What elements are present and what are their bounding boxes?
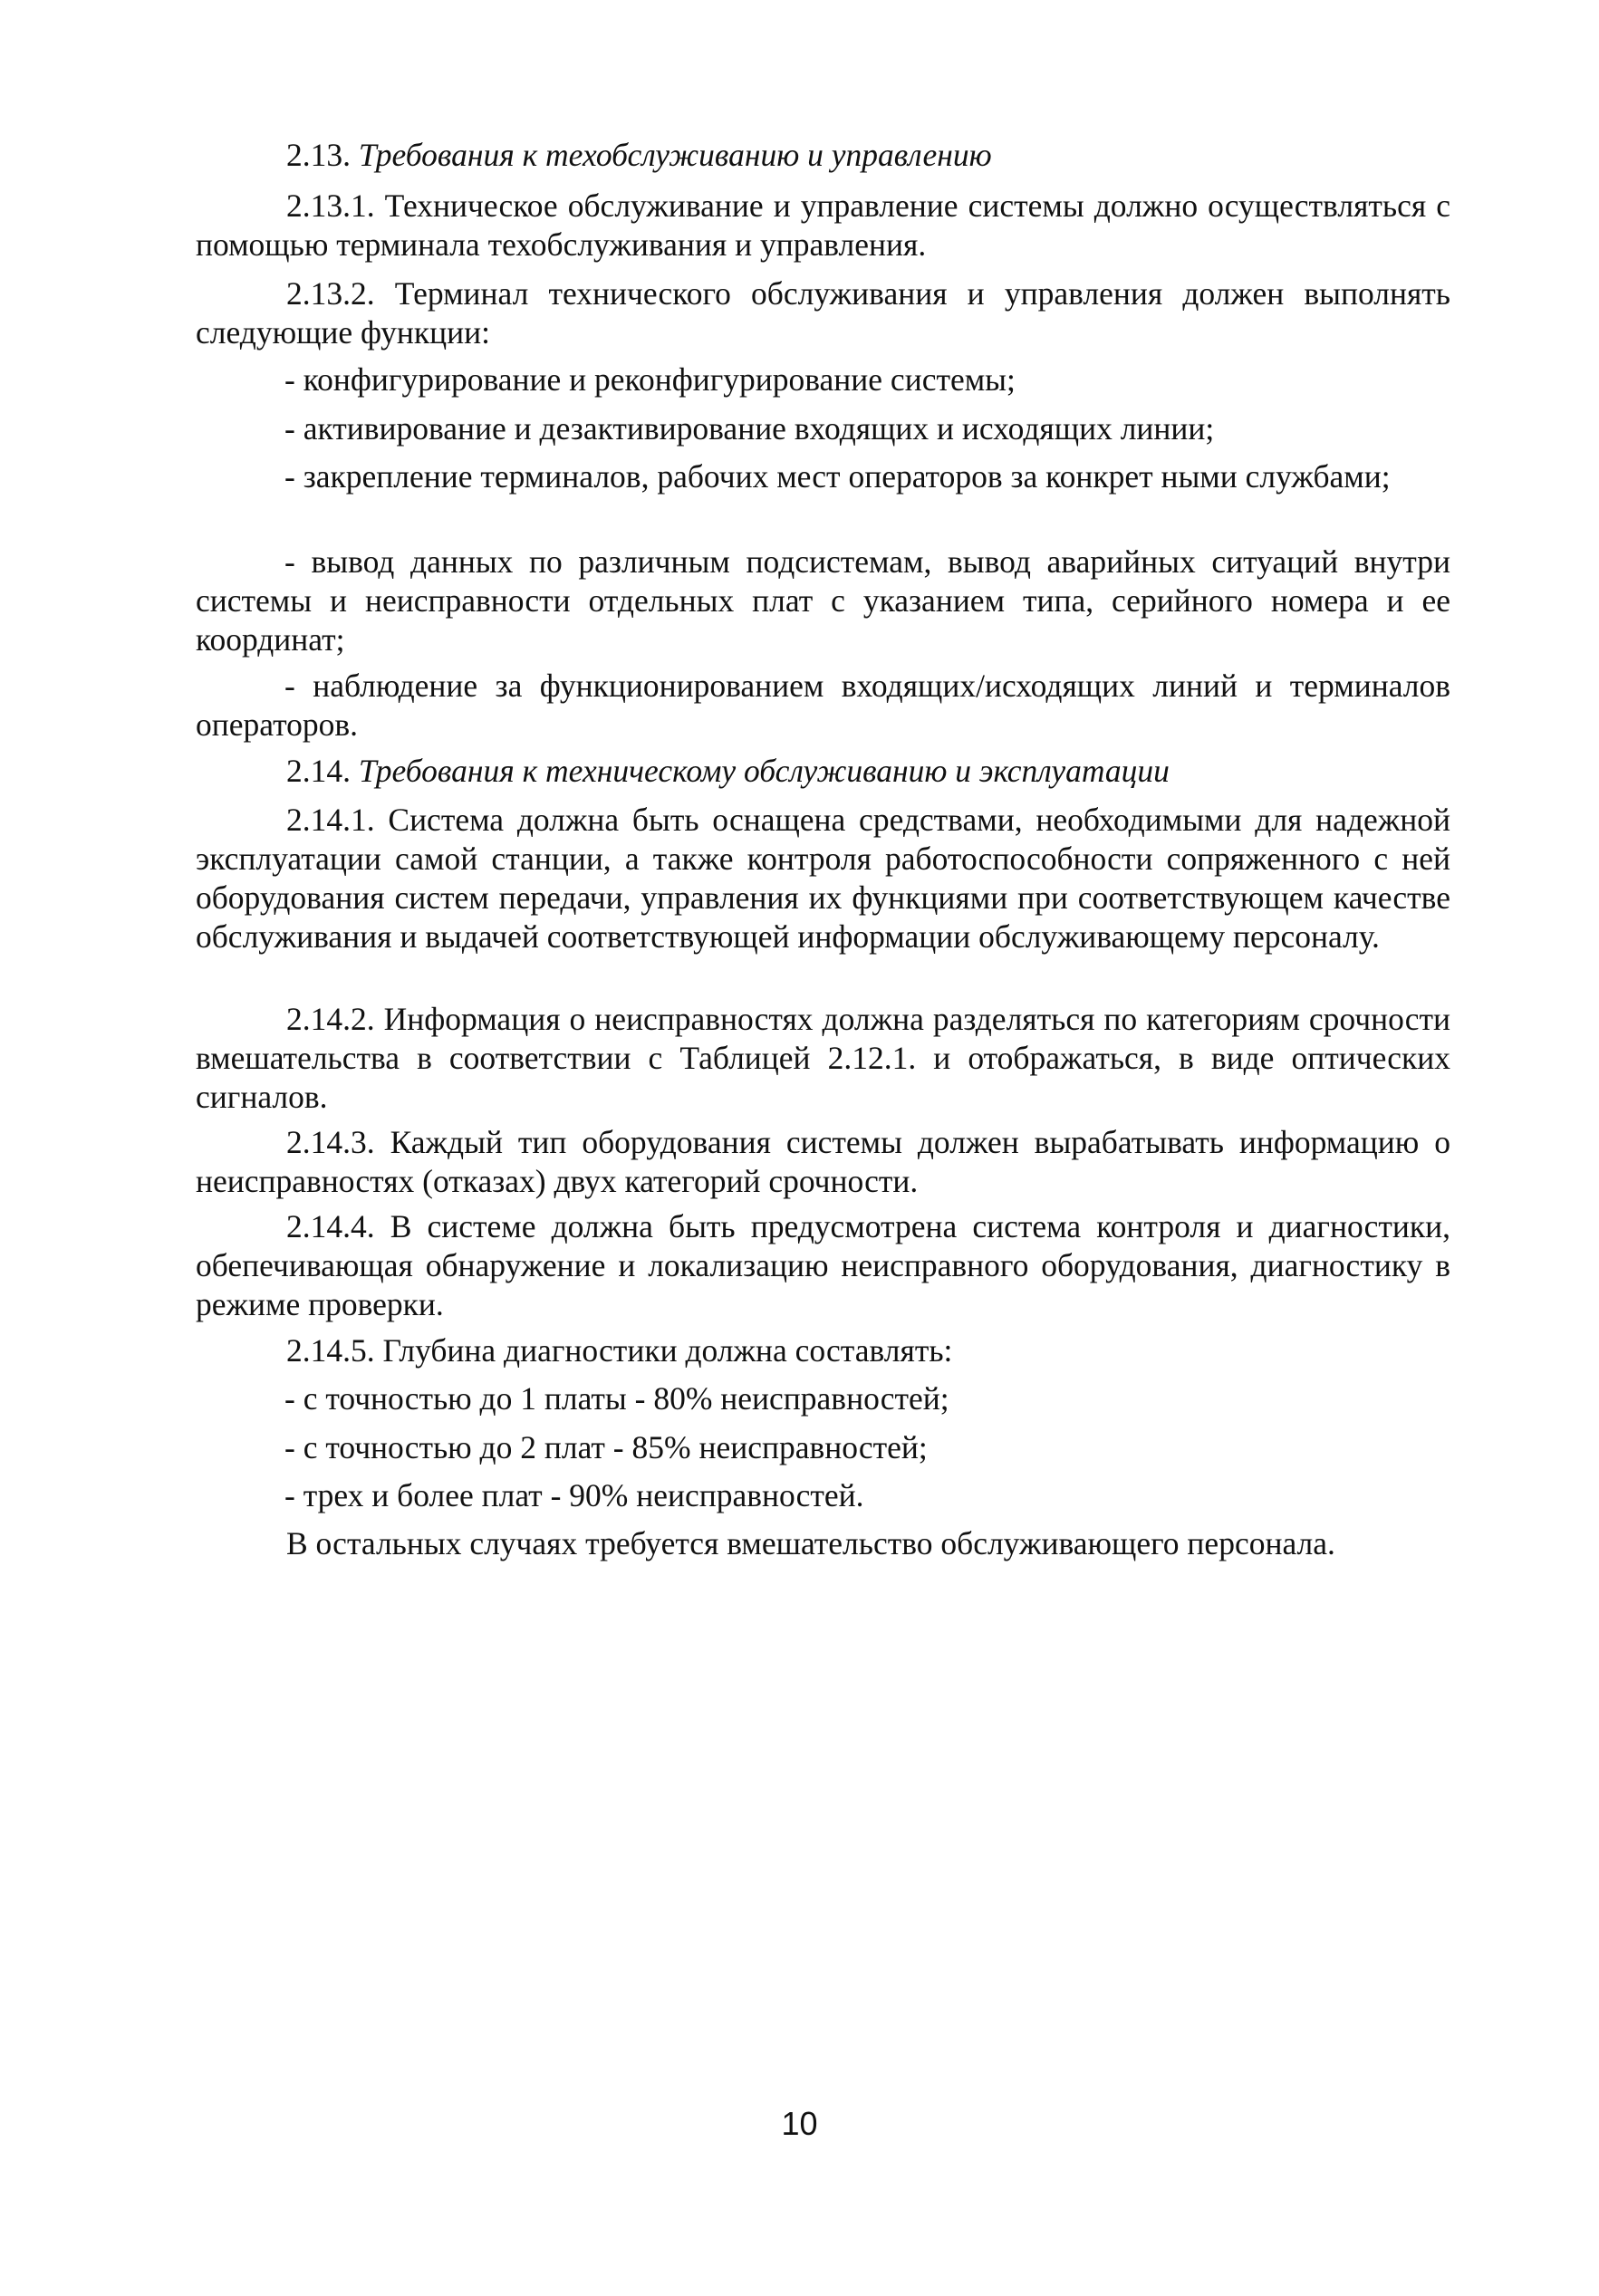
paragraph-2-13-1: 2.13.1. Техническое обслуживание и управление системы должно осуществляться с помощью терминала техобслуживания и управления.: [196, 187, 1450, 263]
list-item: - вывод данных по различным подсистемам, вывод аварийных ситуаций внутри системы и неисправности отдельных плат с указанием типа, серийного номера и ее координат;: [196, 543, 1450, 658]
paragraph-2-14-2: 2.14.2. Информация о неисправностях должна разделяться по категориям срочности вмешательства в соответствии с Таблицей 2.12.1. и отображаться, в виде оптических сигналов.: [196, 1001, 1450, 1115]
list-item: - трех и более плат - 90% неисправностей.: [284, 1477, 864, 1513]
paragraph-2-14-3: 2.14.3. Каждый тип оборудования системы должен вырабатывать информацию о неисправностях (отказах) двух категорий срочности.: [196, 1124, 1450, 1199]
list-item: - с точностью до 1 платы - 80% неисправностей;: [284, 1380, 949, 1417]
paragraph-2-14-4: 2.14.4. В системе должна быть предусмотрена система контроля и диагностики, обепечивающая обнаружение и локализацию неисправного оборудования, диагностику в режиме проверки.: [196, 1208, 1450, 1322]
paragraph-2-13-2: 2.13.2. Терминал технического обслуживания и управления должен выполнять следующие функции:: [196, 275, 1450, 351]
section-heading-2-13: [196, 136, 1450, 175]
section-number: 2.14.: [286, 753, 351, 789]
paragraph-closing: В остальных случаях требуется вмешательство обслуживающего персонала.: [286, 1525, 1335, 1561]
section-title: Требования к техническому обслуживанию и эксплуатации: [358, 753, 1170, 789]
section-title: Требования к техобслуживанию и управлению: [358, 137, 992, 173]
list-item: - закрепление терминалов, рабочих мест операторов за конкрет ными службами;: [284, 458, 1391, 495]
page-number: 10: [781, 2105, 818, 2142]
list-item: - с точностью до 2 плат - 85% неисправностей;: [284, 1429, 928, 1465]
list-item: - конфигурирование и реконфигурирование системы;: [284, 361, 1016, 398]
paragraph-2-14-5: 2.14.5. Глубина диагностики должна составлять:: [286, 1332, 953, 1369]
list-item: - активирование и дезактивирование входящих и исходящих линии;: [284, 410, 1215, 447]
paragraph-2-14-1: 2.14.1. Система должна быть оснащена средствами, необходимыми для надежной эксплуатации самой станции, а также контроля работоспособности сопряженного с ней оборудования систем передачи, управления их функциями при соответствующем качестве обслуживания и выдачей соответствующей информации обслуживающему персоналу.: [196, 802, 1450, 955]
list-item: - наблюдение за функционированием входящих/исходящих линий и терминалов операторов.: [196, 668, 1450, 743]
section-heading-2-14: [196, 752, 1450, 791]
section-number: 2.13.: [286, 137, 351, 173]
